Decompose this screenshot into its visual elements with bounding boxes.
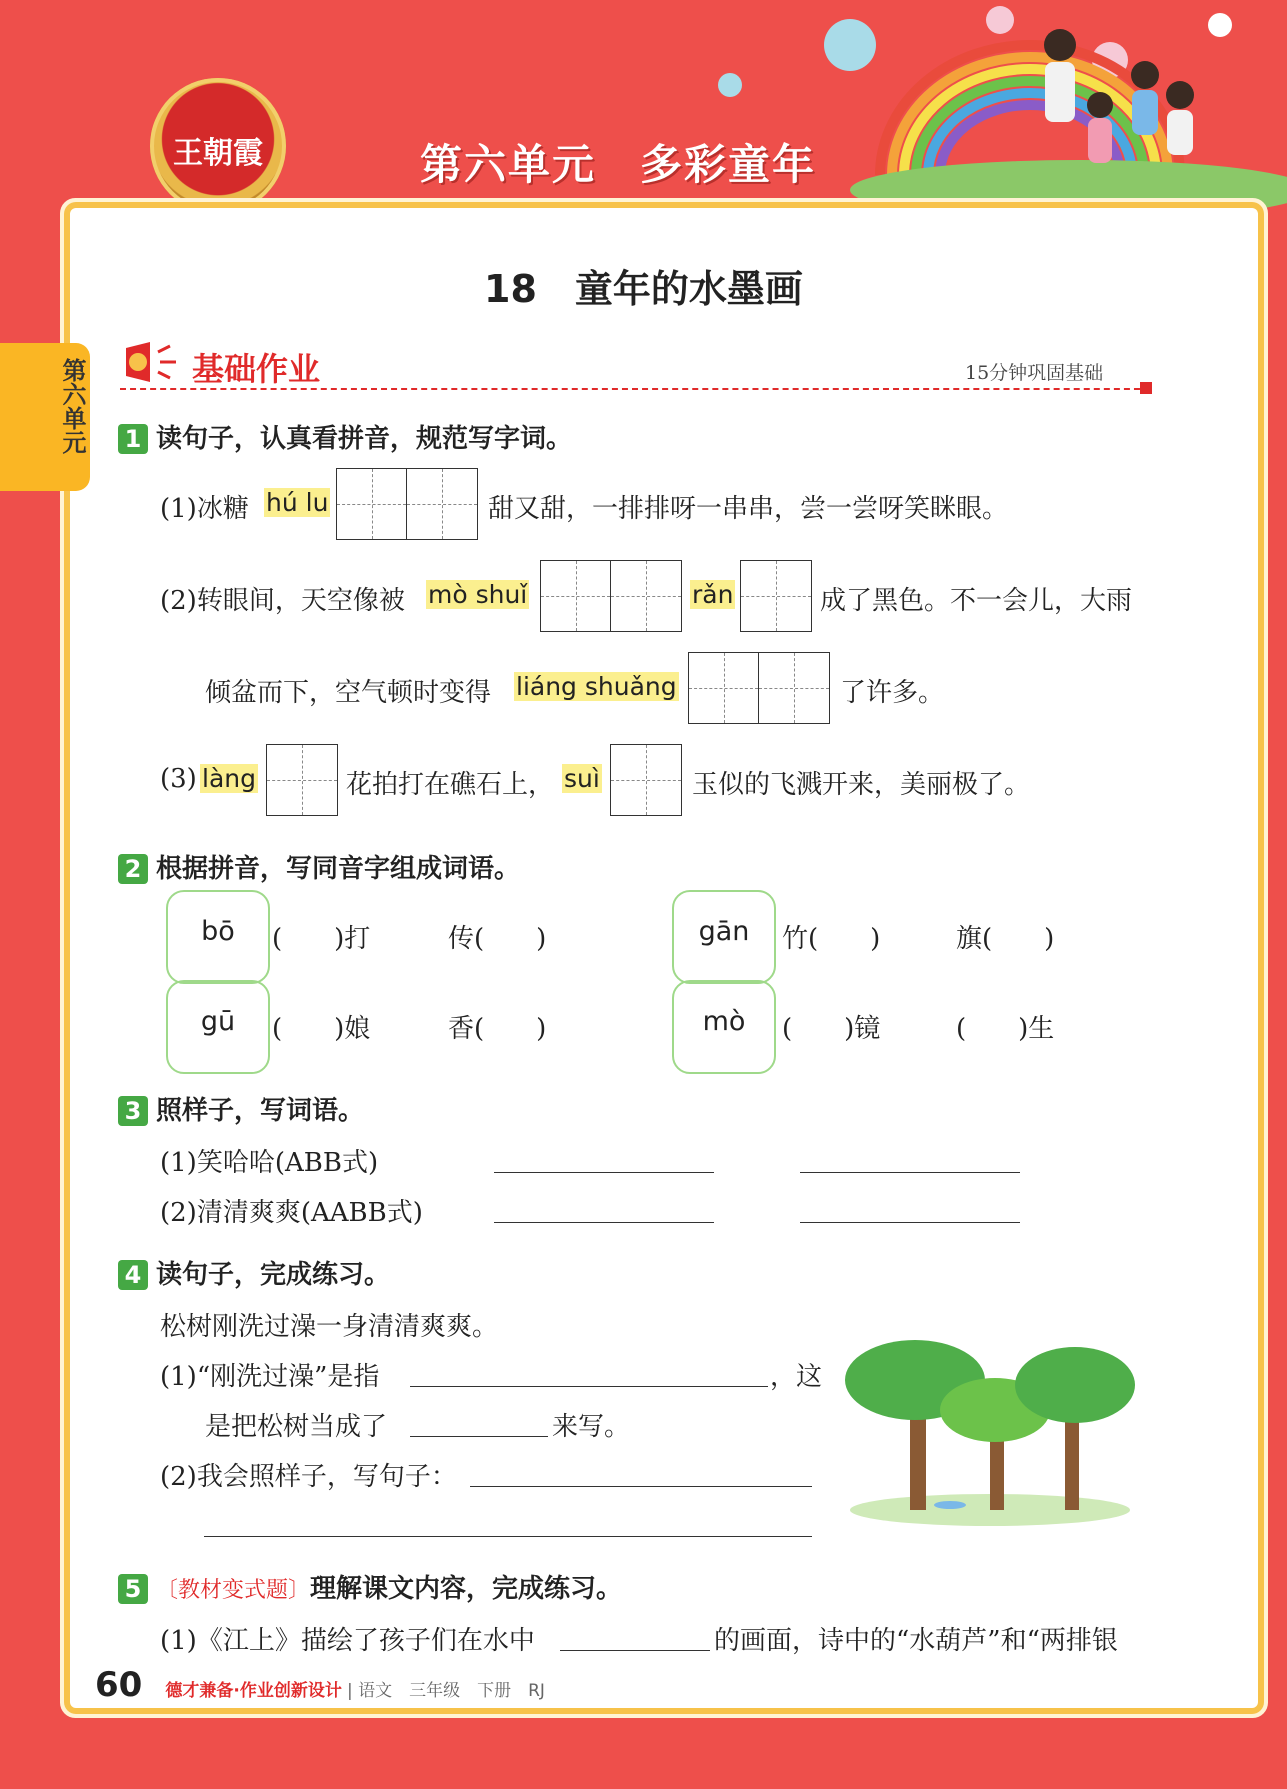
q1-s2b-pre: 倾盆而下，空气顿时变得 [205, 678, 492, 708]
q3-title [118, 1090, 364, 1127]
side-tab-label: 第六单元 [58, 358, 86, 454]
q1-title [118, 418, 572, 455]
q5-title-text: 理解课文内容，完成练习。 [310, 1574, 623, 1604]
q2-title-text: 根据拼音，写同音字组成词语。 [156, 854, 521, 884]
q4-sentence: 松树刚洗过澡一身清清爽爽。 [160, 1312, 499, 1342]
footer-brand: 德才兼备·作业创新设计 [165, 1681, 342, 1701]
section-divider-end [1140, 382, 1152, 394]
q1-s3-post: 玉似的飞溅开来，美丽极了。 [692, 770, 1031, 800]
section-divider [120, 388, 1150, 390]
q1-title-text: 读句子，认真看拼音，规范写字词。 [156, 424, 573, 454]
q1-s3-pinyin1: làng [202, 764, 256, 793]
q1-s2b-pinyin: liáng shuǎng [516, 672, 677, 701]
q4-p1d: 来写。 [552, 1412, 631, 1442]
q1-s2-char-grid1[interactable] [540, 560, 682, 632]
q4-p1c: 是把松树当成了 [205, 1412, 388, 1442]
trumpet-icon [120, 338, 182, 386]
q1-s3-pinyin2: suì [564, 764, 600, 793]
page-number: 60 [95, 1665, 143, 1705]
q1-number: 1 [118, 424, 148, 454]
q3-line1: (1)笑哈哈(ABB式) [160, 1148, 379, 1178]
q3-blank[interactable] [494, 1196, 714, 1223]
logo-text: 王朝霞 [173, 136, 263, 171]
q1-s1-post: 甜又甜，一排排呀一串串，尝一尝呀笑眯眼。 [488, 494, 1009, 524]
q2-item-a[interactable]: ( )打 [272, 924, 371, 954]
q1-s2-char-grid2[interactable] [740, 560, 812, 632]
q3-blank[interactable] [494, 1146, 714, 1173]
q5-tag: 〔教材变式题〕 [156, 1578, 311, 1603]
q2-item-b[interactable]: 旗( ) [956, 924, 1055, 954]
q1-s1-pre: (1)冰糖 [160, 494, 249, 524]
q4-blank[interactable] [470, 1460, 812, 1487]
q4-title [118, 1254, 390, 1291]
q3-title-text: 照样子，写词语。 [156, 1096, 365, 1126]
q1-s3-pre: (3) [160, 764, 197, 794]
q1-s3-char-grid1[interactable] [266, 744, 338, 816]
q4-number: 4 [118, 1260, 148, 1290]
q5-l1b: 的画面，诗中的“水葫芦”和“两排银 [714, 1626, 1118, 1656]
q2-title [118, 848, 520, 885]
section-subtitle: 15分钟巩固基础 [965, 362, 1104, 384]
q1-s2-pinyin2: rǎn [692, 580, 734, 609]
q2-item-pinyin: gū [200, 1006, 236, 1037]
section-title: 基础作业 [192, 350, 321, 388]
q1-s2b-post: 了许多。 [840, 678, 945, 708]
pinyin-scroll [672, 980, 776, 1074]
q4-p1a: (1)“刚洗过澡”是指 [160, 1362, 380, 1392]
q5-title [118, 1568, 622, 1605]
q1-s1-pinyin: hú lu [266, 488, 329, 517]
q2-number: 2 [118, 854, 148, 884]
q2-item-a[interactable]: ( )娘 [272, 1014, 371, 1044]
q5-l1a: (1)《江上》描绘了孩子们在水中 [160, 1626, 535, 1656]
q5-number: 5 [118, 1574, 148, 1604]
q2-item-a[interactable]: ( )镜 [782, 1014, 881, 1044]
q2-item-b[interactable]: 香( ) [448, 1014, 547, 1044]
q4-p2: (2)我会照样子，写句子： [160, 1462, 457, 1492]
unit-title: 第六单元 多彩童年 [420, 140, 817, 189]
q1-s2b-char-grid[interactable] [688, 652, 830, 724]
pinyin-scroll [166, 890, 270, 984]
q1-s2-pre: (2)转眼间，天空像被 [160, 586, 405, 616]
q2-item-b[interactable]: ( )生 [956, 1014, 1055, 1044]
q4-title-text: 读句子，完成练习。 [156, 1260, 391, 1290]
footer-meta: | 语文 三年级 下册 RJ [346, 1681, 545, 1701]
q1-s2-pinyin1: mò shuǐ [428, 580, 528, 609]
q4-blank[interactable] [410, 1410, 548, 1437]
pine-trees-illustration [840, 1320, 1140, 1530]
q2-item-a[interactable]: 竹( ) [782, 924, 881, 954]
q4-blank[interactable] [204, 1510, 812, 1537]
q2-item-pinyin: gān [698, 916, 750, 947]
q4-blank[interactable] [410, 1360, 768, 1387]
q5-blank[interactable] [560, 1624, 710, 1651]
footer [95, 1665, 545, 1705]
lesson-title: 18 童年的水墨画 [484, 267, 803, 311]
q3-blank[interactable] [800, 1146, 1020, 1173]
q2-item-b[interactable]: 传( ) [448, 924, 547, 954]
q2-item-pinyin: bō [201, 916, 235, 947]
q3-blank[interactable] [800, 1196, 1020, 1223]
q1-s1-char-grid[interactable] [336, 468, 478, 540]
q3-line2: (2)清清爽爽(AABB式) [160, 1198, 423, 1228]
pinyin-scroll [166, 980, 270, 1074]
pinyin-scroll [672, 890, 776, 984]
q4-p1b: ，这 [770, 1362, 823, 1392]
q2-item-pinyin: mò [702, 1006, 746, 1037]
q1-s2-post: 成了黑色。不一会儿，大雨 [820, 586, 1133, 616]
q1-s3-mid: 花拍打在礁石上， [346, 770, 555, 800]
q1-s3-char-grid2[interactable] [610, 744, 682, 816]
q3-number: 3 [118, 1096, 148, 1126]
